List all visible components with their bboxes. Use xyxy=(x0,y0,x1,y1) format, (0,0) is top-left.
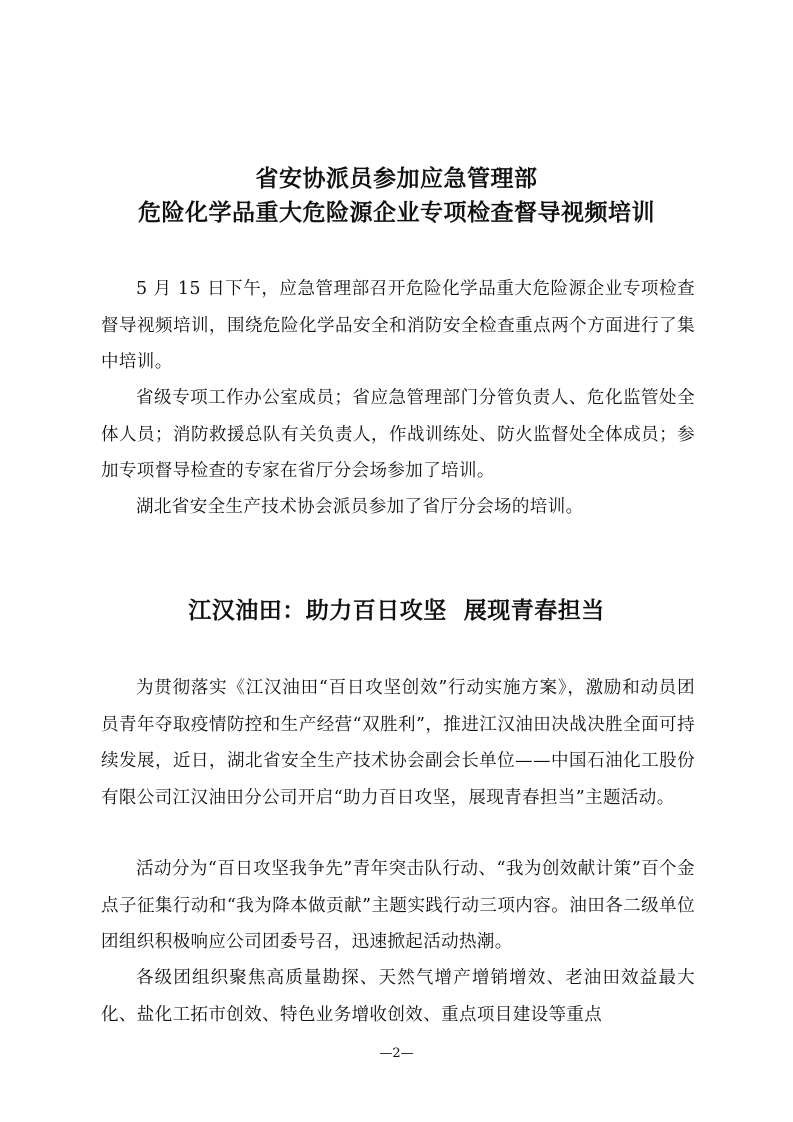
article2-paragraph-3: 各级团组织聚焦高质量勘探、天然气增产增销增效、老油田效益最大化、盐化工拓市创效、特色业务增收创效、重点项目建设等重点 xyxy=(101,968,695,1025)
article1-paragraph-2: 省级专项工作办公室成员；省应急管理部门分管负责人、危化监管处全体人员；消防救援总队有关负责人，作战训练处、防火监督处全体成员；参加专项督导检查的专家在省厅分会场参加了培训。 xyxy=(101,388,695,481)
article1-paragraph-1: 5 月 15 日下午，应急管理部召开危险化学品重大危险源企业专项检查督导视频培训，围绕危险化学品安全和消防安全检查重点两个方面进行了集中培训。 xyxy=(101,279,695,372)
article1-paragraph-3: 湖北省安全生产技术协会派员参加了省厅分会场的培训。 xyxy=(136,497,584,517)
article2-title: 江汉油田：助力百日攻坚 展现青春担当 xyxy=(188,597,605,624)
article2-paragraph-1: 为贯彻落实《江汉油田“百日攻坚创效”行动实施方案》，激励和动员团员青年夺取疫情防控和生产经营“双胜利”，推进江汉油田决战决胜全面可持续发展，近日，湖北省安全生产技术协会副会长单位——中国石油化工股份有限公司江汉油田分公司开启“助力百日攻坚，展现青春担当”主题活动。 xyxy=(101,678,695,808)
article2-paragraph-2: 活动分为“百日攻坚我争先”青年突击队行动、“我为创效献计策”百个金点子征集行动和“我为降本做贡献”主题实践行动三项内容。油田各二级单位团组织积极响应公司团委号召，迅速掀起活动热潮。 xyxy=(101,859,695,952)
article1-title-line2: 危险化学品重大危险源企业专项检查督导视频培训 xyxy=(138,199,655,226)
article1-title-line1: 省安协派员参加应急管理部 xyxy=(255,165,538,192)
page-number: —2— xyxy=(379,1046,414,1061)
